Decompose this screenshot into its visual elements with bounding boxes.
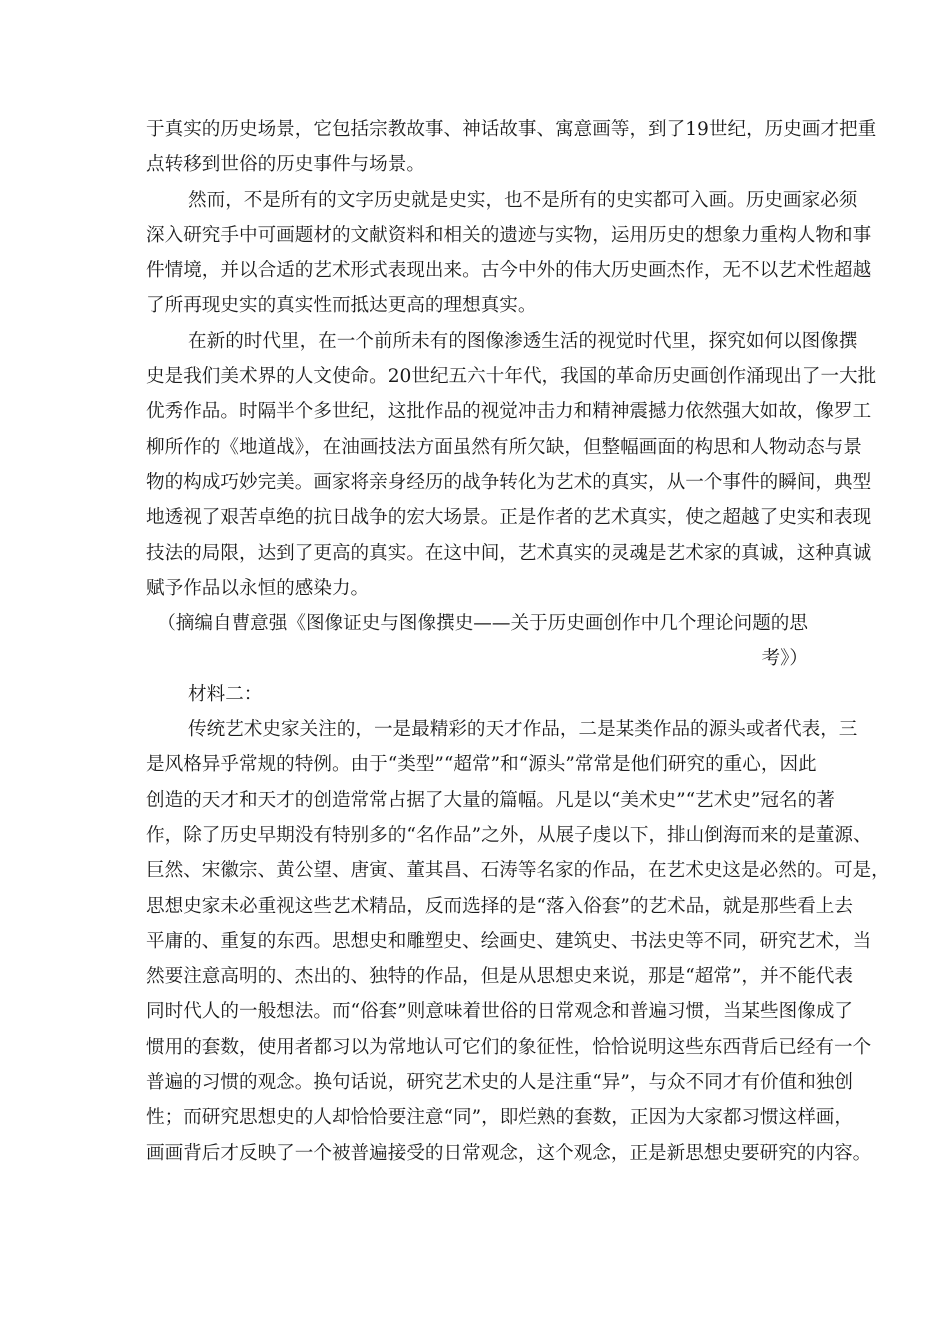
text-line: 普遍的习惯的观念。换句话说，研究艺术史的人是注重“异”，与众不同才有价值和独创 bbox=[146, 1072, 853, 1094]
text-line: 然而，不是所有的文字历史就是史实，也不是所有的史实都可入画。历史画家必须 bbox=[188, 189, 858, 211]
section-label: 材料二： bbox=[188, 683, 263, 705]
text-line: 平庸的、重复的东西。思想史和雕塑史、绘画史、建筑史、书法史等不同，研究艺术，当 bbox=[146, 930, 872, 952]
text-line: 史是我们美术界的人文使命。20世纪五六十年代，我国的革命历史画创作涌现出了一大批 bbox=[146, 366, 877, 388]
citation-line: （摘编自曹意强《图像证史与图像撰史——关于历史画创作中几个理论问题的思 bbox=[157, 613, 808, 635]
citation-line: 考》） bbox=[761, 648, 808, 670]
text-line: 巨然、宋徽宗、黄公望、唐寅、董其昌、石涛等名家的作品，在艺术史这是必然的。可是， bbox=[146, 860, 890, 882]
text-line: 深入研究手中可画题材的文献资料和相关的遗迹与实物，运用历史的想象力重构人物和事 bbox=[146, 224, 872, 246]
document-page bbox=[146, 112, 890, 1171]
paragraph-2 bbox=[146, 183, 872, 324]
text-line: 优秀作品。时隔半个多世纪，这批作品的视觉冲击力和精神震撼力依然强大如故，像罗工 bbox=[146, 401, 872, 423]
paragraph-4 bbox=[146, 712, 890, 1171]
text-line: 作，除了历史早期没有特别多的“名作品”之外，从展子虔以下，排山倒海而来的是董源、 bbox=[146, 824, 872, 846]
text-line: 是风格异乎常规的特例。由于“类型”“超常”和“源头”常常是他们研究的重心，因此 bbox=[146, 754, 817, 776]
text-line: 创造的天才和天才的创造常常占据了大量的篇幅。凡是以“美术史”“艺术史”冠名的著 bbox=[146, 789, 835, 811]
paragraph-1 bbox=[146, 112, 877, 183]
text-line: 地透视了艰苦卓绝的抗日战争的宏大场景。正是作者的艺术真实，使之超越了史实和表现 bbox=[146, 507, 872, 529]
text-line: 赋予作品以永恒的感染力。 bbox=[146, 577, 370, 599]
text-line: 思想史家未必重视这些艺术精品，反而选择的是“落入俗套”的艺术品，就是那些看上去 bbox=[146, 895, 853, 917]
text-line: 画画背后才反映了一个被普遍接受的日常观念，这个观念，正是新思想史要研究的内容。 bbox=[146, 1142, 872, 1164]
text-line: 同时代人的一般想法。而“俗套”则意味着世俗的日常观念和普遍习惯，当某些图像成了 bbox=[146, 1001, 853, 1023]
text-line: 技法的局限，达到了更高的真实。在这中间，艺术真实的灵魂是艺术家的真诚，这种真诚 bbox=[146, 542, 872, 564]
text-line: 物的构成巧妙完美。画家将亲身经历的战争转化为艺术的真实，从一个事件的瞬间，典型 bbox=[146, 471, 872, 493]
text-line: 了所再现史实的真实性而抵达更高的理想真实。 bbox=[146, 295, 537, 317]
text-line: 然要注意高明的、杰出的、独特的作品，但是从思想史来说，那是“超常”，并不能代表 bbox=[146, 966, 853, 988]
text-line: 惯用的套数，使用者都习以为常地认可它们的象征性，恰恰说明这些东西背后已经有一个 bbox=[146, 1036, 872, 1058]
text-line: 传统艺术史家关注的，一是最精彩的天才作品，二是某类作品的源头或者代表，三 bbox=[188, 719, 858, 741]
text-line: 点转移到世俗的历史事件与场景。 bbox=[146, 154, 425, 176]
paragraph-3 bbox=[146, 324, 877, 606]
text-line: 性；而研究思想史的人却恰恰要注意“同”，即烂熟的套数，正因为大家都习惯这样画， bbox=[146, 1107, 853, 1129]
source-citation bbox=[146, 606, 808, 677]
text-line: 柳所作的《地道战》，在油画技法方面虽然有所欠缺，但整幅画面的构思和人物动态与景 bbox=[146, 436, 862, 458]
text-line: 件情境，并以合适的艺术形式表现出来。古今中外的伟大历史画杰作，无不以艺术性超越 bbox=[146, 260, 872, 282]
text-line: 于真实的历史场景，它包括宗教故事、神话故事、寓意画等，到了19世纪，历史画才把重 bbox=[146, 119, 877, 140]
text-line: 在新的时代里，在一个前所未有的图像渗透生活的视觉时代里，探究如何以图像撰 bbox=[188, 330, 858, 352]
